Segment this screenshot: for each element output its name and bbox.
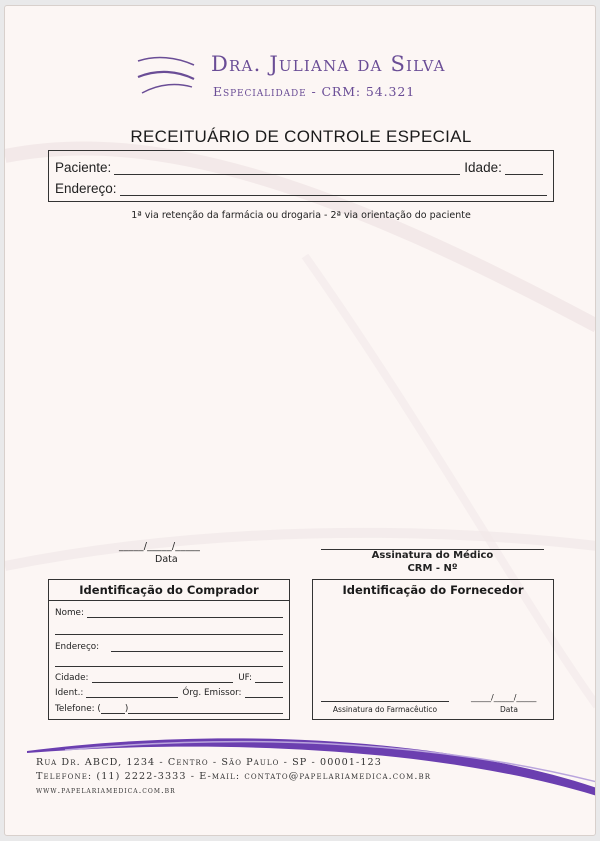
- buyer-name-row: [55, 608, 283, 618]
- buyer-ident-field[interactable]: [86, 689, 178, 698]
- doctor-signature-label: [321, 549, 544, 575]
- swoosh-logo-icon: [136, 53, 196, 95]
- date-field[interactable]: _____/_____/_____: [119, 541, 201, 552]
- pharmacist-signature-label: Assinatura do Farmacêutico: [332, 705, 438, 714]
- buyer-title: Identificação do Comprador: [49, 580, 289, 601]
- buyer-ident-label: Ident.:: [55, 688, 84, 698]
- buyer-uf-field[interactable]: [255, 674, 283, 683]
- buyer-address-label: Endereço:: [55, 642, 100, 652]
- buyer-address-field-2[interactable]: [55, 658, 283, 667]
- patient-label: Paciente:: [55, 160, 112, 175]
- supplier-title: Identificação do Fornecedor: [342, 583, 524, 597]
- address-row: [55, 181, 547, 196]
- buyer-address-row-2: [55, 658, 283, 667]
- buyer-phone-field[interactable]: [128, 705, 283, 714]
- buyer-box: [48, 579, 290, 720]
- date-label: Data: [155, 554, 178, 565]
- footer-address: Rua Dr. ABCD, 1234 - Centro - São Paulo - SP - 00001-123: [36, 757, 382, 768]
- age-label: Idade:: [464, 160, 502, 175]
- doctor-specialty: Especialidade - CRM: 54.321: [213, 84, 416, 99]
- buyer-phone-label: Telefone: (: [55, 704, 101, 714]
- address-field[interactable]: [120, 183, 547, 196]
- buyer-issuer-field[interactable]: [245, 689, 284, 698]
- supplier-box: [312, 579, 554, 720]
- doctor-signature-text: Assinatura do Médico: [371, 550, 494, 561]
- pharmacist-signature-field[interactable]: [321, 701, 449, 702]
- buyer-phone-paren: ): [124, 704, 129, 714]
- buyer-ident-row: [55, 688, 283, 698]
- buyer-issuer-label: Órg. Emissor:: [182, 688, 242, 698]
- via-note: 1ª via retenção da farmácia ou drogaria - 2ª via orientação do paciente: [131, 210, 471, 221]
- supplier-date-field[interactable]: _____/_____/_____: [471, 693, 537, 702]
- prescription-sheet: [4, 5, 596, 836]
- address-label: Endereço:: [55, 181, 117, 196]
- buyer-address-row: [55, 642, 283, 652]
- buyer-city-row: [55, 673, 283, 683]
- buyer-phone-row: [55, 704, 283, 714]
- buyer-uf-label: UF:: [238, 673, 252, 683]
- buyer-name-field[interactable]: [87, 609, 283, 618]
- buyer-city-label: Cidade:: [55, 673, 89, 683]
- buyer-phone-area-field[interactable]: [101, 705, 125, 714]
- buyer-name-label: Nome:: [55, 608, 84, 618]
- buyer-name-row-2: [55, 626, 283, 635]
- crm-label: CRM - Nº: [407, 563, 458, 574]
- footer-website: www.papelariamedica.com.br: [36, 786, 176, 796]
- buyer-address-field[interactable]: [111, 643, 283, 652]
- buyer-name-field-2[interactable]: [55, 626, 283, 635]
- footer-contact: Telefone: (11) 2222-3333 - E-mail: contato@papelariamedica.com.br: [36, 771, 432, 782]
- doctor-name: Dra. Juliana da Silva: [211, 52, 446, 76]
- patient-row: [55, 160, 547, 175]
- supplier-date-label: Data: [500, 705, 518, 714]
- form-title: RECEITUÁRIO DE CONTROLE ESPECIAL: [130, 127, 472, 146]
- buyer-city-field[interactable]: [92, 674, 234, 683]
- patient-field[interactable]: [114, 162, 460, 175]
- age-field[interactable]: [505, 162, 543, 175]
- patient-box: [48, 150, 554, 202]
